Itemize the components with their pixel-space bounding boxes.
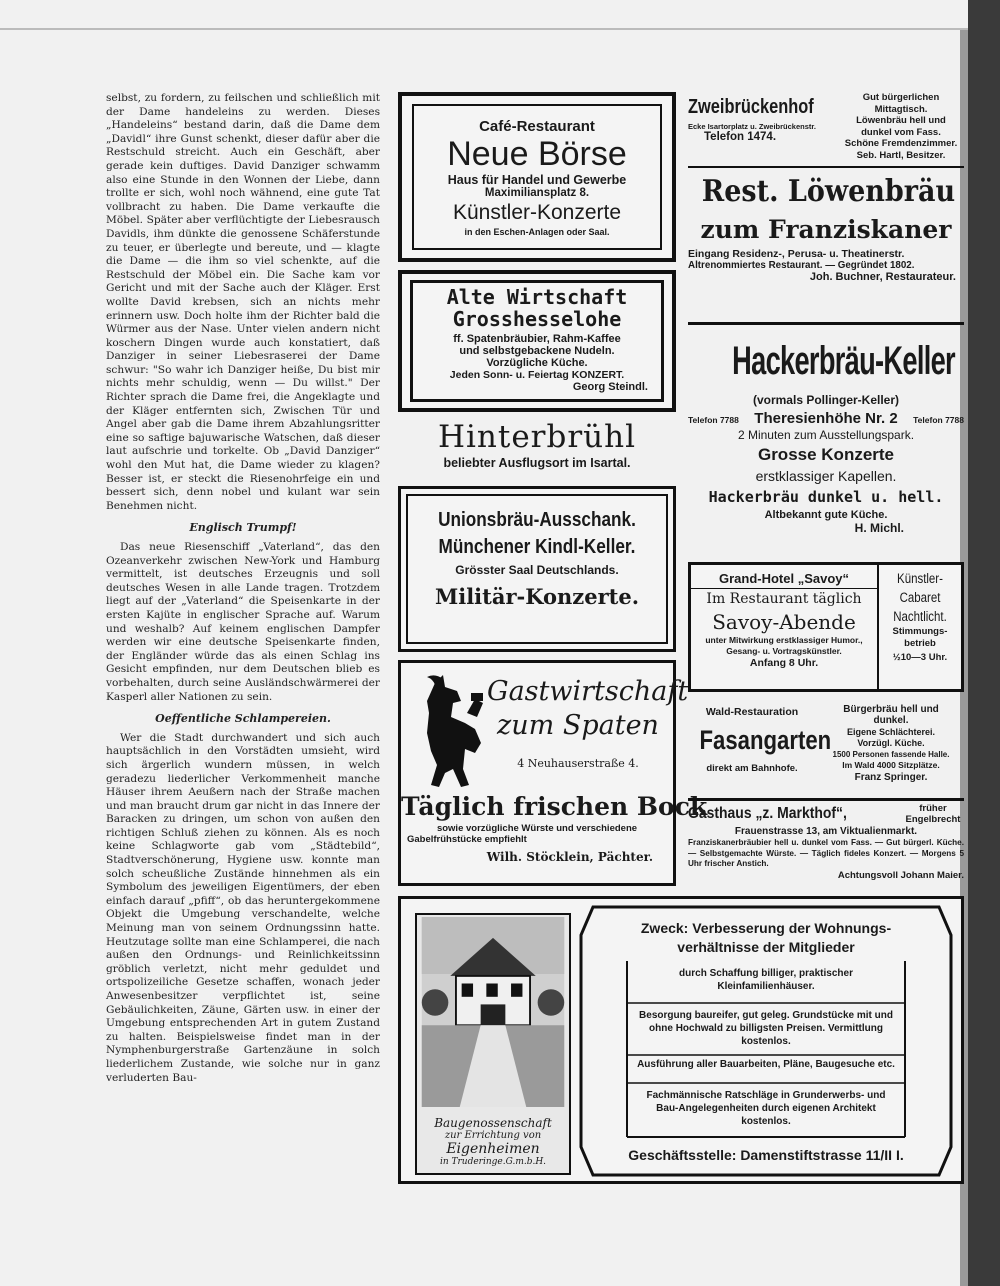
ad-zwei-r5: Schöne Fremdenzimmer.: [844, 138, 958, 149]
ad-zwei-tel: Telefon 1474.: [704, 131, 777, 143]
ad-hacker-line3: 2 Minuten zum Ausstellungspark.: [737, 428, 915, 442]
ad-fasan-r2: dunkel.: [873, 715, 909, 727]
baugenossenschaft-picture: [415, 913, 571, 1175]
ad-boerse-line6: in den Eschen-Anlagen oder Saal.: [464, 227, 610, 237]
ad-hacker-line7: Altbekannt gute Küche.: [764, 509, 888, 521]
ad-savoy-l5: Anfang 8 Uhr.: [749, 657, 819, 669]
ad-hacker-tel1: Telefon 7788: [688, 415, 739, 425]
ad-markt-text: Franziskanerbräubier hell u. dunkel vom Fass. — Gut bürgerl. Küche. — Selbstgemachte Würste. — Täglich fideles Konzert. — Morgens 5 Uhr frischer Anstich.: [688, 838, 964, 868]
bau-pic-1: Baugenossenschaft: [434, 1116, 552, 1130]
ad-zweibrueckenhof: [688, 92, 964, 168]
bau-pic-2: zur Errichtung von: [444, 1130, 542, 1141]
ad-markt-sign: Achtungsvoll Johann Maier.: [837, 869, 964, 881]
ad-loewen-name: Rest. Löwenbräu: [701, 174, 956, 209]
ad-loewen-sub: zum Franziskaner: [700, 215, 952, 244]
bau-b2: Besorgung baureifer, gut geleg. Grundstücke mit und ohne Hochwald zu billigsten Preisen. Vermittlung kostenlos.: [639, 1010, 893, 1047]
ad-loewenbraeu: [688, 172, 964, 325]
ad-unions-line1: Unionsbräu-Ausschank.: [438, 509, 636, 531]
ad-hinter-tagline: beliebter Ausflugsort im Isartal.: [443, 456, 631, 470]
ad-zwei-r6: Seb. Hartl, Besitzer.: [856, 149, 946, 161]
ad-savoy-r6: ½10—3 Uhr.: [892, 652, 948, 663]
ad-alte-line6: Jeden Sonn- u. Feiertag KONZERT.: [449, 369, 625, 381]
article-heading-englisch: Englisch Trumpf!: [189, 521, 297, 535]
article-heading-schlampereien: Oeffentliche Schlampereien.: [155, 712, 331, 726]
ad-hacker-line6: Hackerbräu dunkel u. hell.: [708, 488, 944, 506]
article-paragraph-vaterland: Das neue Riesenschiff „Vaterland“, das den Ozeanverkehr zwischen New-York und Hamburg vermittelt, ist deutsches Erzeugnis und soll deutsches Wesen in alle Lande tragen. Trotzdem liegt auf der „Vaterland“ die Speisenkarte in der ersten Kajüte in englischer Sprache auf. Warum und weshalb? Auf keinem englischen Dampfer werden wir eine deutsche Speisenkarte finden, der Engländer würde das als einen Schlag ins Gesicht empfinden, nur dem Deutschen blieb es vorbehalten, durch seine Ausländschwärmerei der Kasperl aller Nationen zu sein.: [106, 541, 380, 703]
ad-hackerbraeu: [688, 330, 964, 554]
ad-fasan-l1: Wald-Restauration: [705, 706, 799, 718]
ad-savoy-l3: Savoy-Abende: [712, 610, 856, 634]
ad-savoy: [688, 562, 964, 692]
ad-fasangarten: [688, 704, 964, 794]
ad-alte-line4: und selbstgebackene Nudeln.: [459, 345, 615, 357]
ad-baugenossenschaft: [398, 896, 964, 1184]
ad-spaten-line7: Wilh. Stöcklein, Pächter.: [486, 850, 653, 864]
ad-zwei-r3: Löwenbräu hell und: [856, 115, 946, 126]
bau-b3: Ausführung aller Bauarbeiten, Pläne, Baugesuche etc.: [637, 1059, 895, 1070]
bau-pic-3: Eigenheimen: [446, 1141, 540, 1157]
ad-savoy-l2: Im Restaurant täglich: [691, 588, 877, 609]
ad-boerse-line4: Maximiliansplatz 8.: [484, 187, 590, 199]
ad-alte-line3: ff. Spatenbräubier, Rahm-Kaffee: [453, 333, 621, 345]
ad-alte-line7: Georg Steindl.: [572, 381, 648, 393]
ad-fasan-r7: Franz Springer.: [854, 771, 928, 783]
ad-zwei-r2: Mittagtisch.: [874, 103, 928, 115]
ad-spaten-line5: sowie vorzügliche Würste und verschiedene: [436, 823, 638, 834]
ad-alte-line1: Alte Wirtschaft: [446, 285, 628, 309]
ad-boerse-konzerte: Künstler-Konzerte: [452, 201, 622, 224]
ad-savoy-r5: betrieb: [904, 638, 936, 649]
ad-unions-line4: Militär-Konzerte.: [434, 584, 640, 609]
ad-hacker-line8: H. Michl.: [854, 521, 904, 535]
ad-alte-wirtschaft: [398, 270, 676, 412]
ad-fasan-r6: Im Wald 4000 Sitzplätze.: [842, 760, 940, 771]
goat-illustration-icon: [405, 673, 489, 793]
ad-hacker-line4: Grosse Konzerte: [757, 445, 895, 464]
ad-hacker-line5: erstklassiger Kapellen.: [755, 468, 897, 484]
ad-fasan-r5: 1500 Personen fassende Halle.: [832, 750, 950, 760]
ad-spaten-addr: 4 Neuhauserstraße 4.: [517, 757, 639, 770]
ad-fasan-name: Fasangarten: [699, 725, 832, 755]
ad-boerse-line1: Café-Restaurant: [479, 118, 595, 135]
ad-loewen-line5: Joh. Buchner, Restaurateur.: [809, 271, 956, 283]
bau-pic-4: in Truderinge.G.m.b.H.: [439, 1157, 547, 1167]
ad-boerse-name: Neue Börse: [447, 135, 627, 173]
ad-spaten-line6: Gabelfrühstücke empfiehlt: [407, 834, 527, 845]
ad-hacker-line2: (vormals Pollinger-Keller): [752, 393, 900, 407]
article-paragraph-schlampereien: Wer die Stadt durchwandert und sich auch hauptsächlich in den Vorstädten umsieht, wird sich ärgerlich wundern müssen, in welch geradezu liederlicher Verkommenheit manche Häuser ihrem Aeußern nach der Straße machen und man braucht drum gar nicht in das Innere der Baracken zu dringen, um schon von außen den richtigen Schluß ziehen zu können. Als es noch keine Schlagworte gab vom „Städtebild“, Stadtverschönerung, Hygiene usw. konnte man solch scheußliche Zustände hinnehmen als ein Symbolum des jeweiligen Eigentümers, der eben einfach darauf „pfiff“, ob das heruntergekommene Objekt die Umgebung verschandelte, welche Meinung man von seinem Ordnungssinn hatte. Heutzutage sollte man eine Schlamperei, die nach außen den Ordnungs- und Reinlichkeitssinn gröblich verletzt, nicht mehr geduldet und ortspolizeiliche Gesetze schaffen, wonach jeder Anwesenbesitzer verpflichtet ist, seine Gebäulichkeiten, Zäune, Gärten usw. in einer der Umgebung entsprechenden Art in gutem Zustand zu halten. Beispielsweise findet man in der Nymphenburgerstraße Gartenzäune in solch liederlichem Zustande, wie solche nur in ganz verluderten Bau-: [106, 731, 380, 1084]
bau-head-2: verhältnisse der Mitglieder: [677, 939, 855, 955]
ad-spaten-line1: Gastwirtschaft: [487, 676, 689, 707]
ad-zwei-r1: Gut bürgerlichen: [862, 92, 940, 103]
ad-savoy-r4: Stimmungs-: [892, 626, 948, 637]
ad-spaten-bock: Täglich frischen Bock: [401, 792, 708, 821]
baugenossenschaft-text: [579, 905, 953, 1177]
ad-zwei-r4: dunkel vom Fass.: [861, 126, 941, 138]
ad-savoy-l1: Grand-Hotel „Savoy“: [718, 571, 850, 586]
ad-fasan-r1: Bürgerbräu hell und: [843, 704, 939, 715]
ad-fasan-r4: Vorzügl. Küche.: [857, 737, 925, 748]
page-edge: [0, 28, 968, 30]
ad-hinterbruehl: [398, 418, 676, 478]
bau-b1: durch Schaffung billiger, praktischer Kleinfamilienhäuser.: [679, 968, 853, 992]
bau-office: Geschäftsstelle: Damenstiftstrasse 11/II I.: [628, 1147, 904, 1163]
ad-alte-line2: Grosshesselohe: [452, 307, 622, 331]
ad-markthof: [688, 798, 964, 895]
ad-loewen-line4: Altrenommiertes Restaurant. — Gegründet 1802.: [688, 260, 915, 271]
ad-markt-name: Gasthaus „z. Markthof“,: [688, 805, 847, 822]
house-illustration-icon: [419, 917, 567, 1107]
ad-boerse-line3: Haus für Handel und Gewerbe: [447, 173, 627, 187]
ad-zum-spaten: [398, 660, 708, 886]
ad-hacker-name: Hackerbräu-Keller: [732, 339, 955, 383]
ad-zwei-name: Zweibrückenhof: [688, 96, 814, 118]
ad-savoy-r2: Cabaret: [899, 590, 941, 605]
article-intro: selbst, zu fordern, zu feilschen und schließlich mit der Dame handeleins zu werden. Dieses „Handeleins“ bestand darin, daß die Dame dem „Davidl“ ihre Gunst schenkt, dieser dafür aber die Restschuld streicht. Auch ein Geschäft, aber gerade kein duftiges. David Danziger schwamm also eine Stunde in den Wonnen der Liebe, dann trollte er sich, wohl noch wähnend, eine gute Tat vollbracht zu haben. Die Dame verkaufte die Möbel. Später aber verflüchtigte der Liebesrausch Davidls, ihm dünkte die genossene Schäferstunde zu teuer, er überlegte und bereute, und — klagte die Dame — die ihm so viel schenkte, auf die Restschuld der Möbel ein. Die Sache kam vor Gericht und mit der Sache auch der Kläger. Erst wollte David krebsen, sich an nichts mehr erinnern usw. Doch holte ihm der Richter bald die Würmer aus der Nase. Unter vielen andern nicht koschern Dingen wurde auch konstatiert, daß Danziger in seiner Liebesraserei der Dame schwur: "So wahr ich Danziger heiße, Du bist mir nichts mehr schuldig, wenn — Du willst." Der Richter sprach die Dame frei, die Angeklagte und der Kläger entfernten sich, Zwischen Tür und Angel aber gab die Dame ihrem Abzahlungsritter eine so saftige bajuwarische Watschen, daß dieser laut aufschrie und torkelte. Ob „David Danziger“ wohl den Mut hat, die Dame wieder zu klagen? Besser ist, er steckt die Riesenohrfeige ein und bessert sich, denn nobel und kulant war sein Benehmen nicht.: [106, 92, 380, 512]
ad-alte-line5: Vorzügliche Küche.: [486, 357, 588, 369]
ad-spaten-line2: zum Spaten: [497, 710, 659, 741]
article-column: [106, 92, 380, 1085]
scan-border: [968, 0, 1000, 1286]
bau-head-1: Zweck: Verbesserung der Wohnungs-: [640, 920, 892, 936]
ad-unions-line2: Münchener Kindl-Keller.: [438, 536, 636, 558]
ad-hacker-tel2: Telefon 7788: [913, 415, 964, 425]
ad-neue-boerse: [398, 92, 676, 262]
ad-fasan-r3: Eigene Schlächterei.: [846, 726, 936, 737]
ad-zwei-addr: Ecke Isartorplatz u. Zweibrückenstr.: [688, 122, 816, 131]
ad-savoy-r3: Nachtlicht.: [893, 609, 947, 624]
ad-hacker-addr: Theresienhöhe Nr. 2: [754, 410, 898, 427]
ad-markt-addr: Frauenstrasse 13, am Viktualienmarkt.: [734, 826, 918, 837]
bau-b4: Fachmännische Ratschläge in Grunderwerbs- und Bau-Angelegenheiten durch eigenen Architekt kostenlos.: [646, 1090, 886, 1127]
ad-savoy-r1: Künstler-: [897, 571, 943, 586]
ad-loewen-line3: Eingang Residenz-, Perusa- u. Theatinerstr.: [688, 248, 905, 260]
ad-unionsbraeu: [398, 486, 676, 652]
ad-savoy-l4: unter Mitwirkung erstklassiger Humor., Gesang- u. Vortragskünstler.: [705, 635, 863, 656]
ad-unions-line3: Grösster Saal Deutschlands.: [455, 563, 619, 577]
ad-hinter-name: Hinterbrühl: [437, 419, 637, 455]
ad-fasan-l3: direkt am Bahnhofe.: [706, 763, 798, 774]
ad-markt-frueher: früher Engelbrecht: [905, 803, 961, 825]
